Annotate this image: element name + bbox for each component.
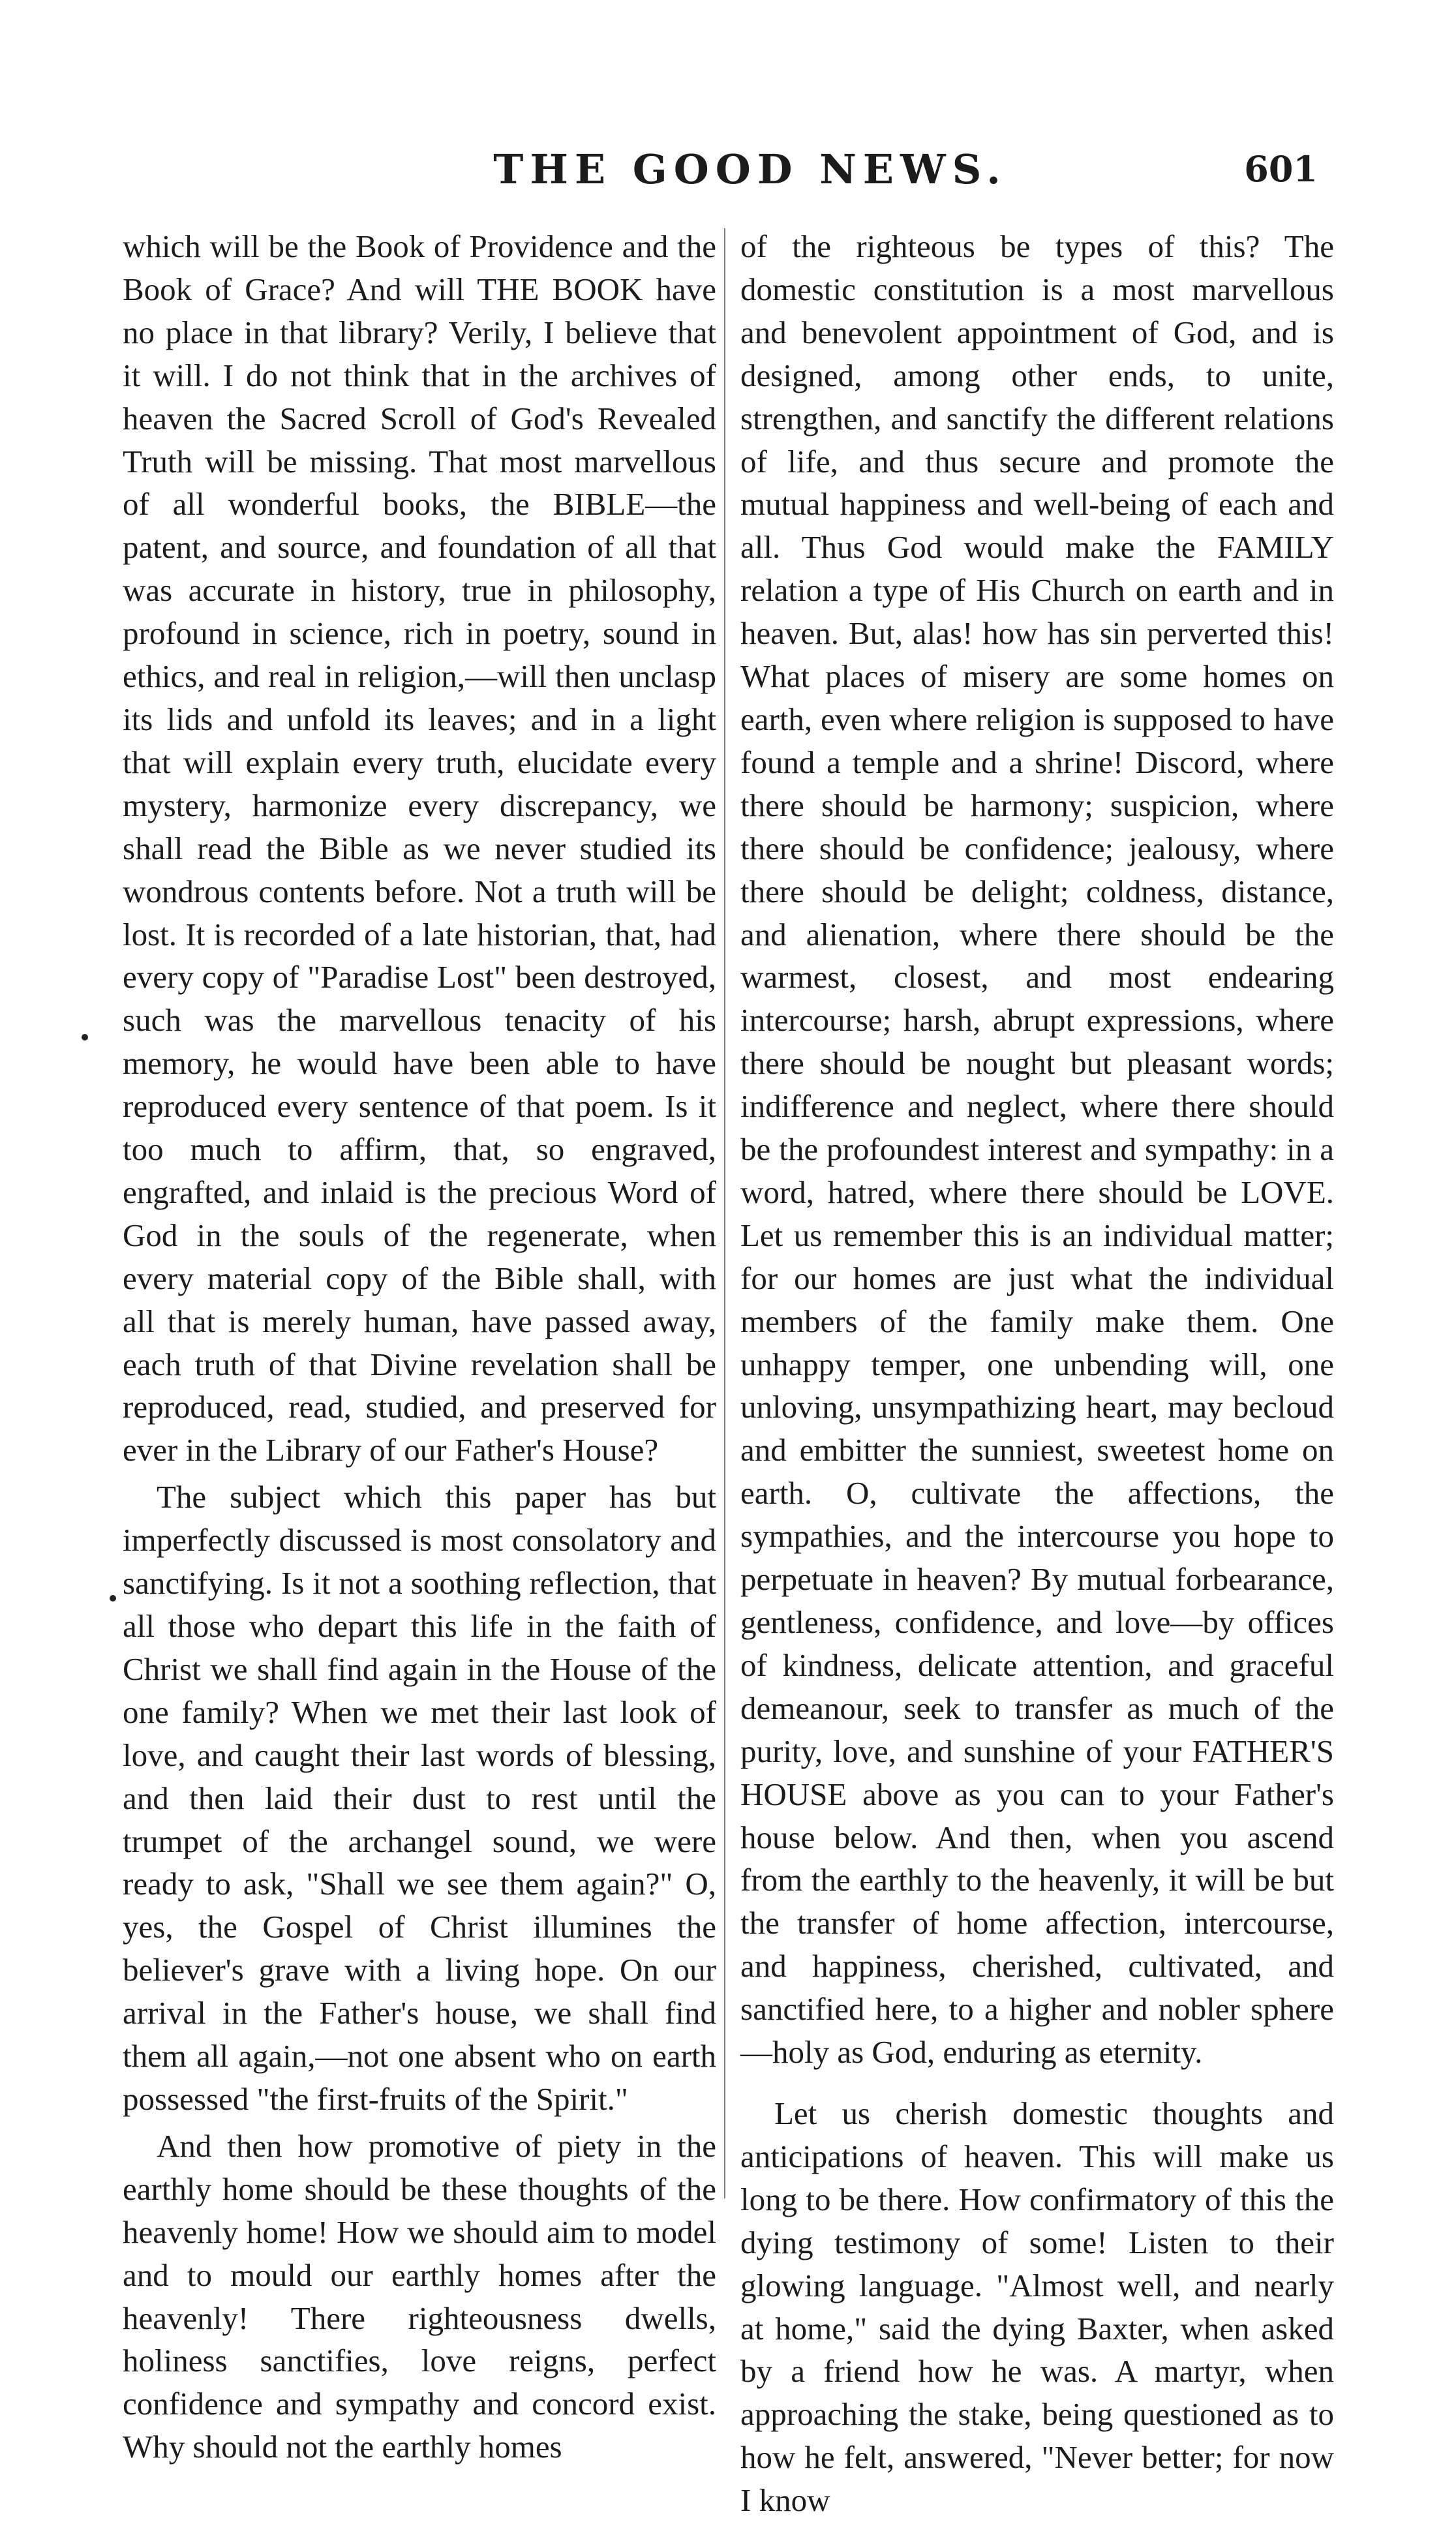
page-number: 601 xyxy=(1244,148,1318,190)
left-column xyxy=(123,225,716,2465)
paragraph: of the righteous be types of this? The domestic constitution is a most marvellous and benevolent appointment of God, and is designed, among other ends, to unite, strengthen, and sanctify the different relations of life, and thus secure and promote the mutual happiness and well-being of each and all. Thus God would make the FAMILY relation a type of His Church on earth and in heaven. But, alas! how has sin perverted this! What places of misery are some homes on earth, even where religion is supposed to have found a temple and a shrine! Discord, where there should be harmony; suspicion, where there should be confidence; jealousy, where there should be delight; coldness, distance, and alienation, where there should be the warmest, closest, and most endearing intercourse; harsh, abrupt expressions, where there should be nought but pleasant words; indifference and neglect, where there should be the profoundest interest and sympathy: in a word, hatred, where there should be LOVE. Let us remember this is an individual matter; for our homes are just what the individual members of the family make them. One unhappy temper, one unbending will, one unloving, unsympathizing heart, may becloud and embitter the sunniest, sweetest home on earth. O, cultivate the affections, the sympathies, and the intercourse you hope to perpetuate in heaven? By mutual forbearance, gentleness, confidence, and love—by offices of kindness, delicate attention, and graceful demeanour, seek to transfer as much of the purity, love, and sunshine of your FATHER'S HOUSE above as you can to your Father's house below. And then, when you ascend from the earthly to the heavenly, it will be but the transfer of home affection, intercourse, and happiness, cherished, cultivated, and sanctified here, to a higher and nobler sphere—holy as God, enduring as eternity. xyxy=(740,228,1334,2071)
paragraph: And then how promotive of piety in the earthly home should be these thoughts of the heavenly home! How we should aim to model and to mould our earthly homes after the heavenly! There righteousness dwells, holiness sanctifies, love reigns, perfect confidence and sympathy and concord exist. Why should not the earthly homes xyxy=(123,2127,716,2465)
ink-speck xyxy=(110,1595,116,1602)
running-title: THE GOOD NEWS. xyxy=(493,145,1007,193)
right-column xyxy=(740,225,1334,2519)
paragraph: which will be the Book of Providence and the Book of Grace? And will THE BOOK have no place in that library? Verily, I believe that it will. I do not think that in the archives of heaven the Sacred Scroll of God's Revealed Truth will be missing. That most marvellous of all wonderful books, the BIBLE—the patent, and source, and foundation of all that was accurate in history, true in philosophy, profound in science, rich in poetry, sound in ethics, and real in religion,—will then unclasp its lids and unfold its leaves; and in a light that will explain every truth, elucidate every mystery, harmonize every discrepancy, we shall read the Bible as we never studied its wondrous contents before. Not a truth will be lost. It is recorded of a late historian, that, had every copy of "Paradise Lost" been destroyed, such was the marvellous tenacity of his memory, he would have been able to have reproduced every sentence of that poem. Is it too much to affirm, that, so engraved, engrafted, and inlaid is the precious Word of God in the souls of the regenerate, when every material copy of the Bible shall, with all that is merely human, have passed away, each truth of that Divine revelation shall be reproduced, read, studied, and preserved for ever in the Library of our Father's House? xyxy=(123,228,716,1468)
ink-speck xyxy=(82,1034,88,1041)
page-header xyxy=(130,134,1344,192)
paragraph: The subject which this paper has but imperfectly discussed is most consolatory and sanctifying. Is it not a soothing reflection, that all those who depart this life in the faith of Christ we shall find again in the House of the one family? When we met their last look of love, and caught their last words of blessing, and then laid their dust to rest until the trumpet of the archangel sound, we were ready to ask, "Shall we see them again?" O, yes, the Gospel of Christ illumines the believer's grave with a living hope. On our arrival in the Father's house, we shall find them all again,—not one absent who on earth possessed "the first-fruits of the Spirit." xyxy=(123,1479,716,2117)
paragraph: Let us cherish domestic thoughts and anticipations of heaven. This will make us long to be there. How confirmatory of this the dying testimony of some! Listen to their glowing language. "Almost well, and nearly at home," said the dying Baxter, when asked by a friend how he was. A martyr, when approaching the stake, being questioned as to how he felt, answered, "Never better; for now I know xyxy=(740,2095,1334,2519)
column-divider xyxy=(724,228,725,2198)
